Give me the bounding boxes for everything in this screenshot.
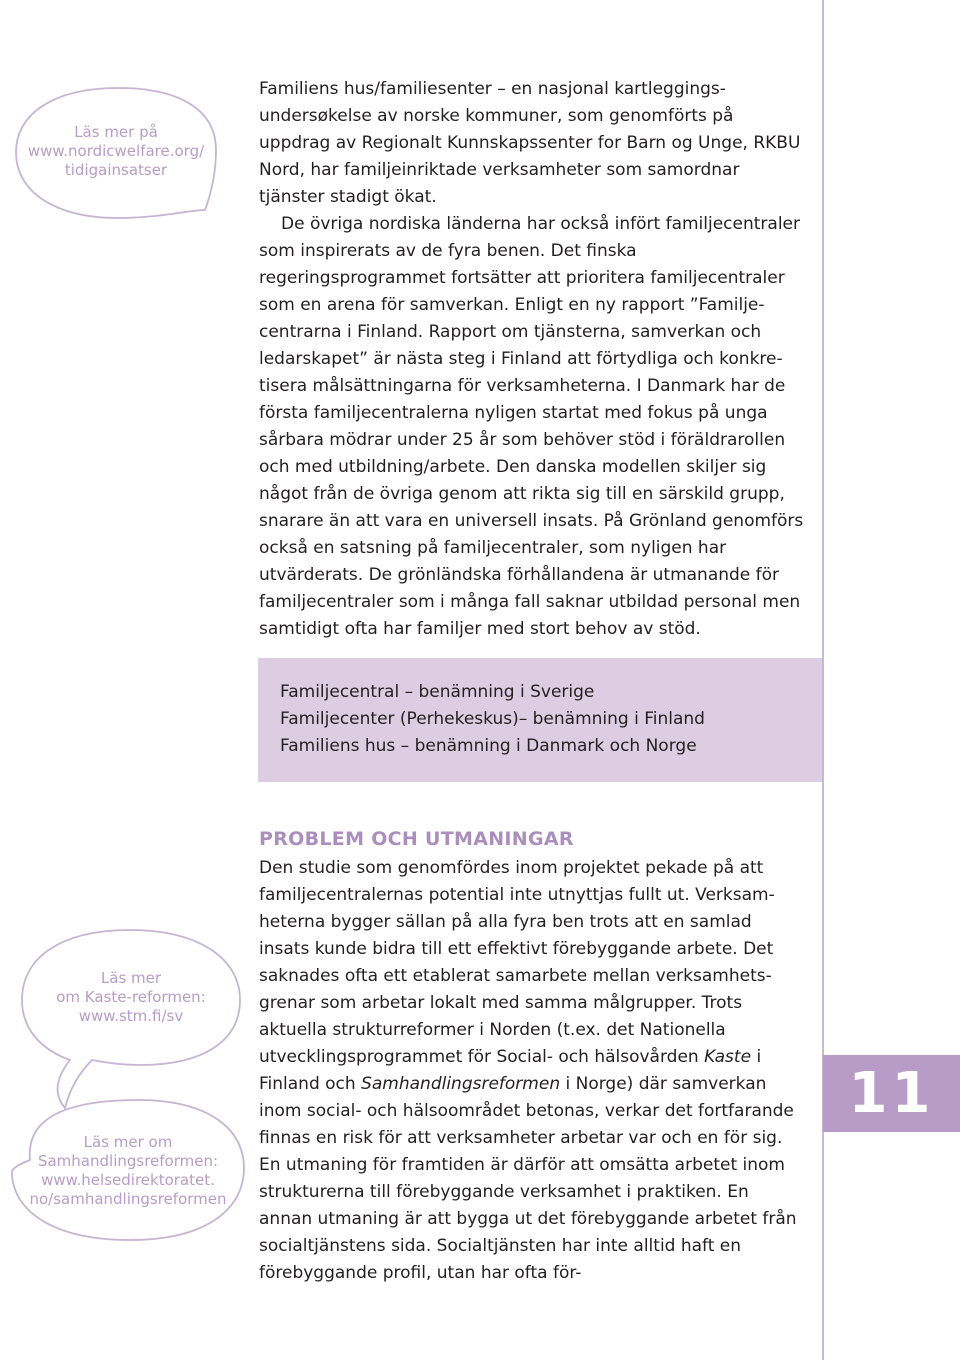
term-denmark-norway: Familiens hus – benämning i Danmark och Norge [280, 736, 697, 756]
bubble-3-link[interactable]: no/samhandlingsreformen [29, 1190, 227, 1208]
paragraph-1: Familiens hus/familiesenter – en nasjonal kartleggingsundersøkelse av norske kommuner, som genomförts på uppdrag av Regionalt Kunnskapssenter for Barn og Unge, RKBU Nord, har familjeinriktade verksamheter som samordnar tjänster stadigt ökat. [259, 79, 801, 207]
speech-bubble-2[interactable] [22, 969, 240, 1026]
paragraph-2: De övriga nordiska länderna har också infört familjecentraler som inspirerats av de fyra benen. Det finska regeringsprogrammet fortsätter att prioritera familjecentraler som en arena för samverkan. Enligt en ny rapport ”Familjecentrarna i Finland. Rapport om tjänsterna, samverkan och ledarskapet” är nästa steg i Finland att förtydliga och konkretisera målsättningarna för verksamheterna. I Danmark har de första familjecentralerna nyligen startat med fokus på unga sårbara mödrar under 25 år som behöver stöd i föräldrarollen och med utbildning/arbete. Den danska modellen skiljer sig något från de övriga genom att rikta sig till en särskild grupp, snarare än att vara en universell insats. På Grönland genomförs också en satsning på familjecentraler, som nyligen har utvärderats. De grönländska förhållandena är utmanande för familjecentraler som i många fall saknar utbildad personal men samtidigt ofta har familjer med stort behov av stöd. [259, 214, 804, 639]
speech-bubble-1[interactable] [18, 123, 214, 180]
kaste-term: Kaste [704, 1047, 752, 1067]
section-paragraph [259, 855, 804, 1287]
term-sweden: Familjecentral – benämning i Sverige [280, 682, 595, 702]
bubble-3-line: Läs mer om [83, 1133, 173, 1151]
section-body [259, 855, 804, 1287]
section-text-part: i Finland och [259, 1047, 762, 1094]
bubble-1-link[interactable]: tidigainsatser [64, 161, 168, 179]
bubble-2-line: om Kaste-reformen: [56, 988, 206, 1006]
terminology-box [258, 658, 822, 782]
bubble-3-line: Samhandlingsreformen: [37, 1152, 219, 1170]
bubble-2-line: Läs mer [100, 969, 162, 987]
intro-text [259, 76, 804, 643]
section-heading: PROBLEM OCH UTMANINGAR [259, 828, 574, 850]
term-finland: Familjecenter (Perhekeskus)– benämning i Finland [280, 709, 705, 729]
bubble-2-link[interactable]: www.stm.fi/sv [78, 1007, 184, 1025]
bubble-3-link[interactable]: www.helsedirektoratet. [41, 1171, 215, 1189]
speech-bubble-3[interactable] [14, 1133, 242, 1209]
page-number: 11 [848, 1061, 935, 1126]
section-text-part: i Norge) där samverkan inom social- och hälsoområdet betonas, verkar det fortfarande finnas en risk för att verksamheter arbetar var och en för sig. En utmaning för framtiden är därför att omsätta arbetet inom strukturerna till förebyggande verksamhet i praktiken. En annan utmaning är att bygga ut det förebyggande arbetet från socialtjänstens sida. Socialtjänsten har inte alltid haft en förebyggande profil, utan har ofta för- [259, 1074, 797, 1283]
section-text-part: Den studie som genomfördes inom projektet pekade på att familjecentralernas potential inte utnyttjas fullt ut. Verksamheterna bygger sällan på alla fyra ben trots att en samlad insats kunde bidra till ett effektivt förebyggande arbete. Det saknades ofta ett etablerat samarbete mellan verksamhetsgrenar som arbetar lokalt med samma målgrupper. Trots aktuella strukturreformer i Norden (t.ex. det Nationella utvecklingsprogrammet för Social- och hälsovården [259, 858, 775, 1067]
margin-divider-line [822, 0, 824, 1360]
samhandlingsreformen-term: Samhandlingsreformen [361, 1074, 561, 1094]
page-number-tab [823, 1055, 960, 1132]
bubble-1-line: Läs mer på [74, 123, 158, 141]
bubble-1-link[interactable]: www.nordicwelfare.org/ [27, 142, 205, 160]
